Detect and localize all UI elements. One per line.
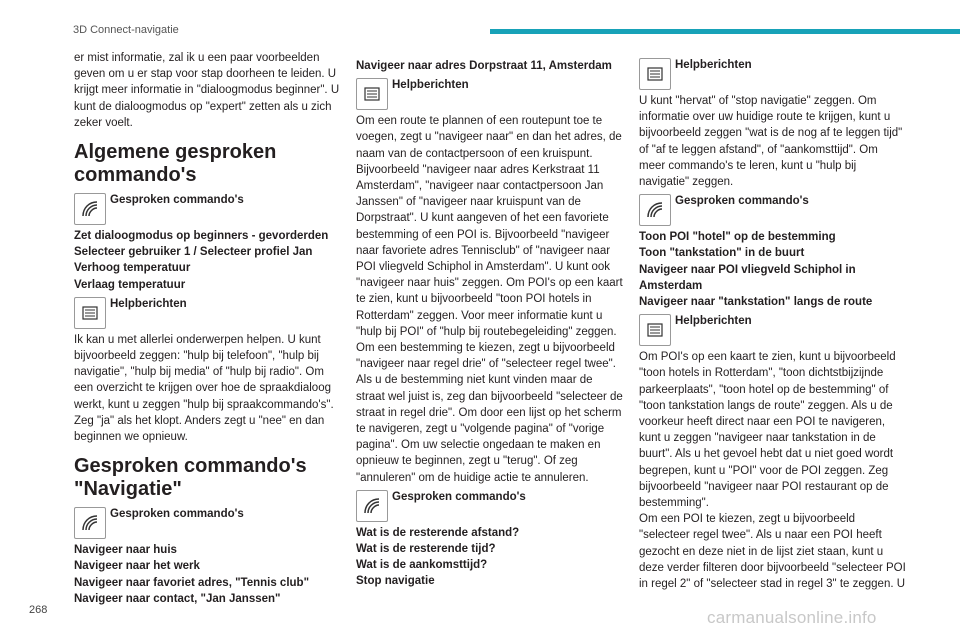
intro-paragraph: er mist informatie, zal ik u een paar voorbeelden geven om u er stap voor stap doorheen te leiden. U krijgt meer informatie in "dialoogmodus beginner". U kunt de dialoogmodus op "expert" zetten als u zich zeker voelt. [74,52,340,129]
voice-commands-block [74,507,342,539]
help-message-title: Helpberichten [392,79,469,92]
page-number: 268 [29,604,48,616]
voice-command-title: Gesproken commando's [110,194,244,207]
help-message-icon [74,297,106,329]
command-line: Wat is de resterende tijd? [356,543,496,556]
command-line: Toon POI "hotel" op de bestemming [639,231,836,244]
voice-command-icon [74,193,106,225]
command-line: Navigeer naar het werk [74,560,200,573]
help-paragraph: Om een POI te kiezen, zegt u bijvoorbeeld "selecteer regel twee". Als u naar een POI heeft gezocht en deze niet in de lijst ziet staan, kunt u deze verder filteren door bijvoorbeeld "selecteer POI in regel 2" of "selecteer stad in regel 3" te zeggen. U [639,513,906,591]
help-message-title: Helpberichten [110,297,187,310]
voice-command-title: Gesproken commando's [110,508,244,521]
help-messages-block [74,297,342,329]
command-line: Selecteer gebruiker 1 / Selecteer profiel Jan [74,246,313,259]
header-accent-bar [490,29,960,34]
help-message-icon [356,78,388,110]
help-paragraph: U kunt "hervat" of "stop navigatie" zeggen. Om informatie over uw huidige route te krijgen, kunt u bijvoorbeeld zeggen "wat is de nog af te leggen tijd" of "af te leggen afstand", of "aankomsttijd". Om meer commando's te leren, kunt u "hulp bij navigatie" zeggen. [639,95,903,189]
voice-command-icon [639,194,671,226]
help-message-title: Helpberichten [675,59,752,71]
help-paragraph: Om POI's op een kaart te zien, kunt u bijvoorbeeld "toon hotels in Rotterdam", "toon dichtstbijzijnde parkeerplaats", "toon hotel op de bestemming" of "toon tankstation langs de route" zeggen. Als u de voorkeur heeft direct naar een POI te navigeren, kunt u zeggen "navigeer naar tankstation in de buurt". Als u het gevoel hebt dat u niet goed wordt begrepen, kunt u "POI" voor de POI zeggen. Zeg bijvoorbeeld "navigeer naar POI restaurant op de bestemming". [639,351,896,510]
help-message-icon [639,58,671,90]
voice-command-title: Gesproken commando's [675,195,809,208]
running-header: 3D Connect-navigatie [73,24,179,36]
section-heading-general: Algemene gesproken commando's [74,141,277,187]
command-line: Navigeer naar "tankstation" langs de route [639,296,873,309]
voice-commands-block [356,490,624,522]
command-line: Stop navigatie [356,575,435,588]
help-messages-block [639,314,907,346]
help-message-icon [639,314,671,346]
help-messages-block [356,78,624,110]
command-line: Verlaag temperatuur [74,278,186,291]
watermark: carmanualsonline.info [707,608,877,627]
column-1 [74,50,342,607]
command-line: Zet dialoogmodus op beginners - gevorderden [74,230,329,243]
column-2 [356,50,624,590]
help-paragraph: Ik kan u met allerlei onderwerpen helpen. U kunt bijvoorbeeld zeggen: "hulp bij telefoon", "hulp bij navigatie", "hulp bij media" of "hulp bij radio". Om een overzicht te krijgen over hoe de spraakdialoog werkt, kunt u zeggen "hulp bij spraakcommando's". Zeg "ja" als het klopt. Anders zegt u "nee" en dan beginnen we opnieuw. [74,333,334,444]
voice-commands-block [639,194,907,226]
voice-commands-block [74,193,342,225]
command-line: Navigeer naar huis [74,544,177,557]
command-line: Navigeer naar POI vliegveld Schiphol in Amsterdam [639,263,856,292]
command-line: Verhoog temperatuur [74,262,191,275]
command-line: Wat is de resterende afstand? [356,526,520,539]
help-messages-block [639,58,907,90]
voice-command-icon [74,507,106,539]
voice-command-title: Gesproken commando's [392,490,526,503]
command-line: Wat is de aankomsttijd? [356,559,488,572]
section-heading-navigation: Gesproken commando's "Navigatie" [74,455,307,501]
column-3 [639,50,907,592]
command-line: Navigeer naar contact, "Jan Janssen" [74,592,281,605]
command-line: Navigeer naar adres Dorpstraat 11, Amsterdam [356,60,612,72]
help-message-title: Helpberichten [675,315,752,328]
command-line: Navigeer naar favoriet adres, "Tennis club" [74,576,310,589]
command-line: Toon "tankstation" in de buurt [639,247,805,260]
help-paragraph: Om een route te plannen of een routepunt toe te voegen, zegt u "navigeer naar" en dan het adres, de naam van de contactpersoon of een kruispunt. Bijvoorbeeld "navigeer naar adres Kerkstraat 11 Amsterdam", "navigeer naar contactpersoon Jan Janssen" of "navigeer naar kruispunt van de Dorpstraat". U kunt aangeven of het een favoriete bestemming of een POI is. Bijvoorbeeld "navigeer naar favoriete adres Tennisclub" of "navigeer naar POI vliegveld Schiphol in Amsterdam". U kunt ook "navigeer naar huis" zeggen. Om POI's op een kaart te zien, kunt u bijvoorbeeld "toon POI hotels in Rotterdam" zeggen. Voor meer informatie kunt u "hulp bij POI" of "hulp bij routebegeleiding" zeggen. Om een bestemming te kiezen, zegt u bijvoorbeeld "navigeer naar regel drie" of "selecteer regel twee". Als u de bestemming niet kunt vinden maar de straat wel juist is, zeg dan bijvoorbeeld "selecteer de straat in regel drie". Om door een lijst op het scherm te navigeren, zegt u "volgende pagina" of "vorige pagina". Om uw selectie ongedaan te maken en opnieuw te beginnen, zegt u "terug". Of zeg "annuleren" om de huidige actie te annuleren. [356,115,623,484]
voice-command-icon [356,490,388,522]
